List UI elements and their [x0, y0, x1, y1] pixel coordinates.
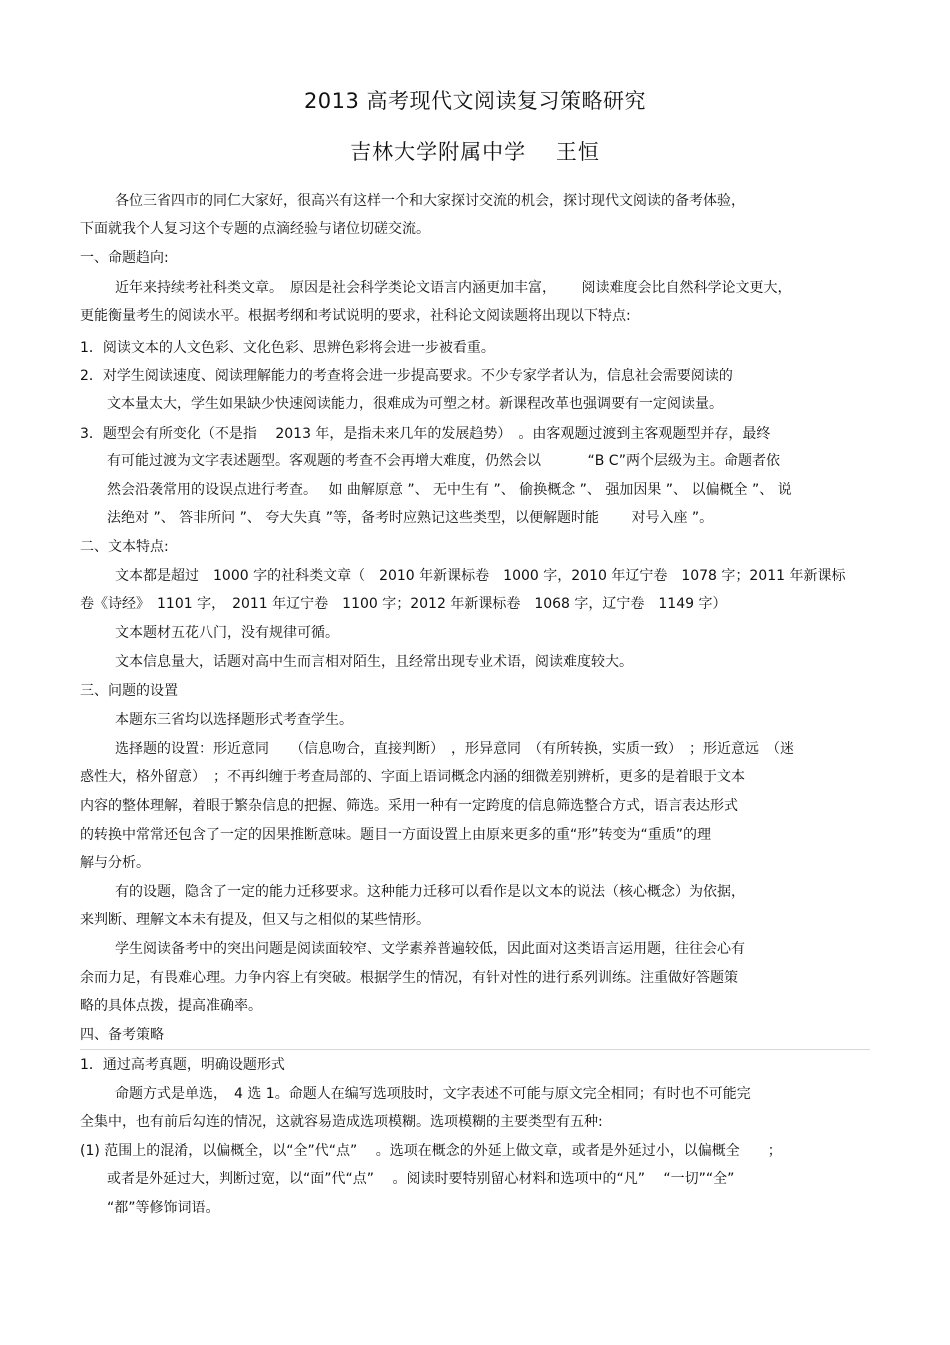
paragraph-line: 内容的整体理解，着眼于繁杂信息的把握、筛选。采用一种有一定跨度的信息筛选整合方式，语言表达形式 — [80, 798, 738, 814]
paragraph-line: 选择题的设置：形近意同 （信息吻合，直接判断） ，形异意同 （有所转换，实质一致） ；形近意远 （迷 — [115, 741, 794, 757]
section-heading: 一、命题趋向: — [80, 250, 169, 266]
document-title: 2013 高考现代文阅读复习策略研究 — [303, 89, 647, 113]
list-item: 1．通过高考真题，明确设题形式 — [80, 1057, 285, 1073]
paragraph-line: 文本题材五花八门，没有规律可循。 — [115, 625, 339, 641]
paragraph-line: 本题东三省均以选择题形式考查学生。 — [115, 712, 353, 728]
document-author: 吉林大学附属中学 王恒 — [350, 140, 600, 164]
section-heading: 三、问题的设置 — [80, 683, 178, 699]
paragraph-line: 下面就我个人复习这个专题的点滴经验与诸位切磋交流。 — [80, 221, 430, 237]
paragraph-line: 更能衡量考生的阅读水平。根据考纲和考试说明的要求，社科论文阅读题将出现以下特点: — [80, 308, 631, 324]
list-item: (1) 范围上的混淆，以偏概全，以“全”代“点” 。选项在概念的外延上做文章，或者是外延过小，以偏概全 ； — [80, 1143, 782, 1159]
paragraph-line: 略的具体点拨，提高准确率。 — [80, 998, 262, 1014]
paragraph-line: 有可能过渡为文字表述题型。客观题的考查不会再增大难度，仍然会以 “B C”两个层级为主。命题者依 — [107, 453, 781, 469]
divider — [80, 1049, 870, 1050]
paragraph-line: 法绝对 ”、 答非所问 ”、 夸大失真 ”等，备考时应熟记这些类型，以便解题时能 对号入座 ”。 — [107, 510, 714, 526]
paragraph-line: 或者是外延过大，判断过宽，以“面”代“点” 。阅读时要特别留心材料和选项中的“凡” “一切”“全” — [107, 1171, 735, 1187]
paragraph-line: 文本量太大，学生如果缺少快速阅读能力，很难成为可塑之材。新课程改革也强调要有一定阅读量。 — [107, 396, 723, 412]
paragraph-line: 学生阅读备考中的突出问题是阅读面较窄、文学素养普遍较低，因此面对这类语言运用题，往往会心有 — [115, 941, 745, 957]
list-item: 2．对学生阅读速度、阅读理解能力的考查将会进一步提高要求。不少专家学者认为，信息社会需要阅读的 — [80, 368, 733, 384]
paragraph-line: 命题方式是单选， 4 选 1。命题人在编写选项肢时，文字表述不可能与原文完全相同；有时也不可能完 — [115, 1086, 751, 1102]
paragraph-line: 来判断、理解文本未有提及，但又与之相似的某些情形。 — [80, 912, 430, 928]
paragraph-line: 全集中，也有前后勾连的情况，这就容易造成选项模糊。选项模糊的主要类型有五种: — [80, 1114, 603, 1130]
paragraph-line: 解与分析。 — [80, 855, 150, 871]
paragraph-line: 文本信息量大，话题对高中生而言相对陌生，且经常出现专业术语，阅读难度较大。 — [115, 654, 633, 670]
paragraph-line: 惑性大，格外留意） ；不再纠缠于考查局部的、字面上语词概念内涵的细微差别辨析，更多的是着眼于文本 — [80, 769, 745, 785]
paragraph-line: 余而力足，有畏难心理。力争内容上有突破。根据学生的情况，有针对性的进行系列训练。注重做好答题策 — [80, 970, 738, 986]
paragraph-line: 卷《诗经》 1101 字， 2011 年辽宁卷 1100 字；2012 年新课标卷 1068 字，辽宁卷 1149 字） — [80, 596, 727, 612]
paragraph-line: 各位三省四市的同仁大家好，很高兴有这样一个和大家探讨交流的机会，探讨现代文阅读的备考体验， — [115, 193, 745, 209]
paragraph-line: 文本都是超过 1000 字的社科类文章（ 2010 年新课标卷 1000 字，2010 年辽宁卷 1078 字；2011 年新课标 — [115, 568, 846, 584]
paragraph-line: 有的设题，隐含了一定的能力迁移要求。这种能力迁移可以看作是以文本的说法（核心概念）为依据， — [115, 884, 745, 900]
paragraph-line: “都”等修饰词语。 — [107, 1200, 220, 1216]
section-heading: 二、文本特点: — [80, 539, 169, 555]
list-item: 1．阅读文本的人文色彩、文化色彩、思辨色彩将会进一步被看重。 — [80, 340, 495, 356]
paragraph-line: 的转换中常常还包含了一定的因果推断意味。题目一方面设置上由原来更多的重“形”转变为“重质”的理 — [80, 827, 712, 843]
list-item: 3．题型会有所变化（不是指 2013 年，是指未来几年的发展趋势） 。由客观题过渡到主客观题型并存，最终 — [80, 426, 771, 442]
paragraph-line: 然会沿袭常用的设误点进行考查。 如 曲解原意 ”、 无中生有 ”、 偷换概念 ”、 强加因果 ”、 以偏概全 ”、 说 — [107, 482, 792, 498]
paragraph-line: 近年来持续考社科类文章。 原因是社会科学类论文语言内涵更加丰富， 阅读难度会比自然科学论文更大， — [115, 280, 792, 296]
section-heading: 四、备考策略 — [80, 1027, 164, 1043]
